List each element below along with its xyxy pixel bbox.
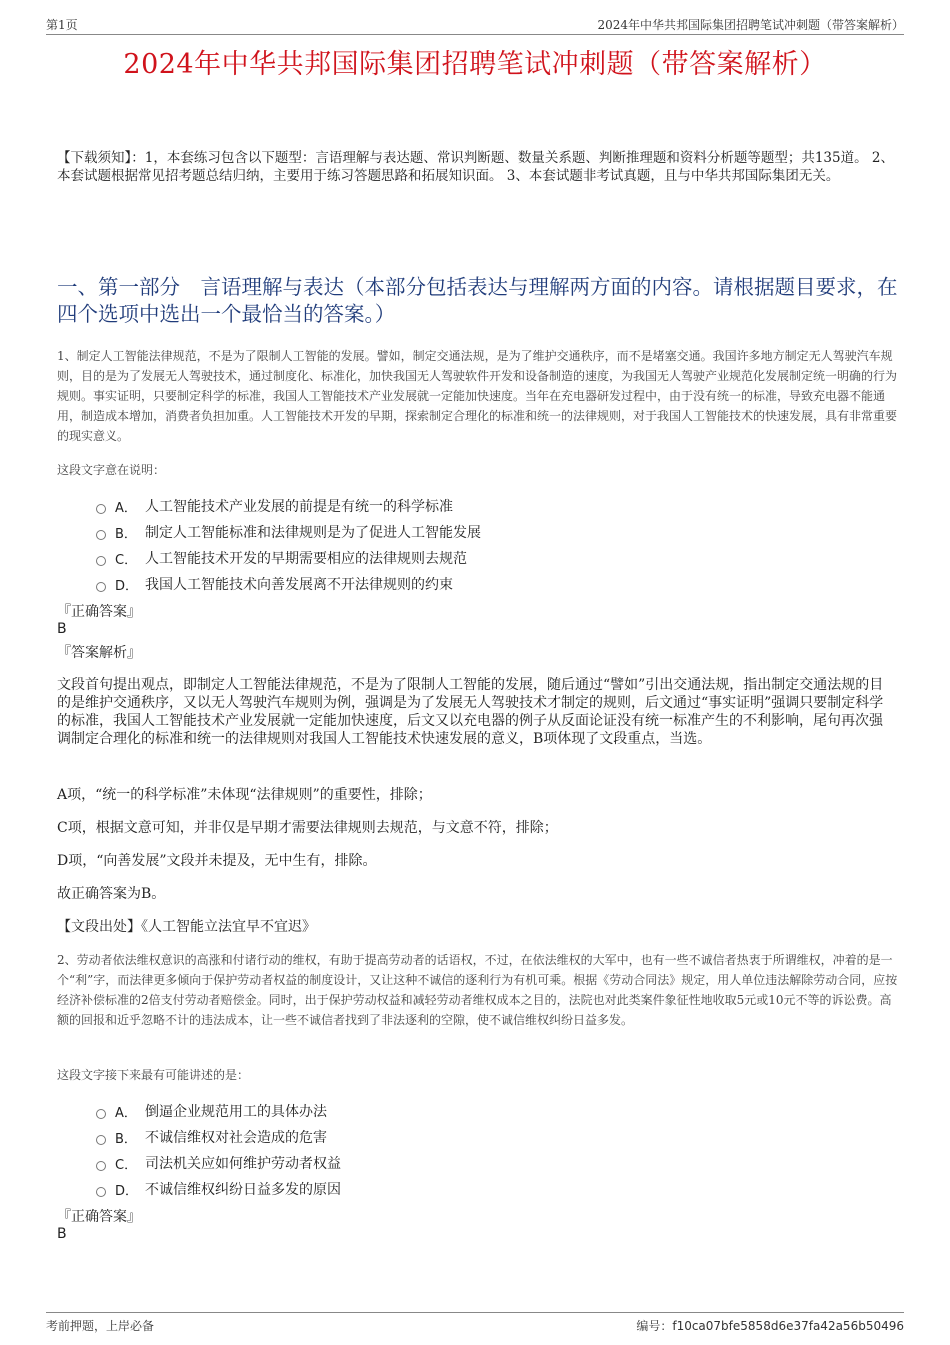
option-text: 我国人工智能技术向善发展离不开法律规则的约束 [145, 577, 453, 593]
option-text: 司法机关应如何维护劳动者权益 [145, 1156, 341, 1172]
radio-icon[interactable] [96, 530, 106, 540]
answer-label: 『正确答案』 [57, 604, 141, 620]
option-d[interactable]: D． 不诚信维权纠纷日益多发的原因 [96, 1176, 876, 1202]
question-1-text: 1、制定人工智能法律规范，不是为了限制人工智能的发展。譬如，制定交通法规，是为了维护交通秩序，而不是堵塞交通。我国许多地方制定无人驾驶汽车规则，目的是为了发展无人驾驶技术，通过制度化、标准化，加快我国无人驾驶软件开发和设备制造的速度，为我国无人驾驶产业规范化发展制定统一明确的行为规则。事实证明，只要制定科学的标准，我国人工智能技术产业发展就一定能加快速度。当年在充电器研发过程中，由于没有统一的标准，导致充电器不能通用，制造成本增加，消费者负担加重。人工智能技术开发的早期，探索制定合理化的标准和统一的法律规则，对于我国人工智能技术的快速发展，具有非常重要的现实意义。 [57, 349, 898, 443]
option-c[interactable]: C． 人工智能技术开发的早期需要相应的法律规则去规范 [96, 545, 876, 571]
option-a[interactable]: A． 人工智能技术产业发展的前提是有统一的科学标准 [96, 493, 876, 519]
header-doc-title: 2024年中华共邦国际集团招聘笔试冲刺题（带答案解析） [597, 18, 904, 32]
answer-label: 『正确答案』 [57, 1209, 141, 1225]
option-text: 人工智能技术产业发展的前提是有统一的科学标准 [145, 499, 453, 515]
question-1-prompt: 这段文字意在说明： [57, 463, 166, 477]
page-number: 第1页 [46, 18, 78, 32]
answer-value: B [57, 1226, 67, 1242]
radio-icon[interactable] [96, 1135, 106, 1145]
analysis-option-a: A项，“统一的科学标准”未体现“法律规则”的重要性，排除； [57, 787, 432, 803]
option-text: 不诚信维权纠纷日益多发的原因 [145, 1182, 341, 1198]
option-text: 人工智能技术开发的早期需要相应的法律规则去规范 [145, 551, 467, 567]
option-a[interactable]: A． 倒逼企业规范用工的具体办法 [96, 1098, 876, 1124]
passage-source: 【文段出处】《人工智能立法宜早不宜迟》 [57, 919, 316, 935]
question-1-options [96, 493, 876, 597]
option-d[interactable]: D． 我国人工智能技术向善发展离不开法律规则的约束 [96, 571, 876, 597]
radio-icon[interactable] [96, 1109, 106, 1119]
radio-icon[interactable] [96, 504, 106, 514]
radio-icon[interactable] [96, 582, 106, 592]
page-footer [46, 1312, 904, 1337]
option-text: 制定人工智能标准和法律规则是为了促进人工智能发展 [145, 525, 481, 541]
analysis-option-d: D项，“向善发展”文段并未提及，无中生有，排除。 [57, 853, 377, 869]
document-title: 2024年中华共邦国际集团招聘笔试冲刺题（带答案解析） [123, 49, 827, 80]
analysis-conclusion: 故正确答案为B。 [57, 886, 166, 902]
footer-code [636, 1317, 904, 1334]
analysis-option-c: C项，根据文意可知，并非仅是早期才需要法律规则去规范，与文意不符，排除； [57, 820, 558, 836]
analysis-label: 『答案解析』 [57, 645, 141, 661]
section-heading: 一、第一部分 言语理解与表达（本部分包括表达与理解两方面的内容。请根据题目要求，在四个选项中选出一个最恰当的答案。） [57, 275, 898, 326]
radio-icon[interactable] [96, 556, 106, 566]
answer-value: B [57, 621, 67, 637]
option-text: 不诚信维权对社会造成的危害 [145, 1130, 327, 1146]
option-text: 倒逼企业规范用工的具体办法 [145, 1104, 327, 1120]
radio-icon[interactable] [96, 1161, 106, 1171]
analysis-text: 文段首句提出观点，即制定人工智能法律规范，不是为了限制人工智能的发展，随后通过“譬如”引出交通法规，指出制定交通法规的目的是维护交通秩序，又以无人驾驶汽车规则为例，强调是为了发展无人驾驶技术才制定的规则，后文通过“事实证明”强调只要制定科学的标准，我国人工智能技术产业发展就一定能加快速度，后文又以充电器的例子从反面论证没有统一标准产生的不利影响，尾句再次强调制定合理化的标准和统一的法律规则对我国人工智能技术快速发展的意义，B项体现了文段重点，当选。 [57, 677, 884, 747]
question-2-text: 2、劳动者依法维权意识的高涨和付诸行动的维权，有助于提高劳动者的话语权，不过，在依法维权的大军中，也有一些不诚信者热衷于所谓维权，冲着的是一个“利”字，而法律更多倾向于保护劳动者权益的制度设计，又让这种不诚信的逐利行为有机可乘。根据《劳动合同法》规定，用人单位违法解除劳动合同，应按经济补偿标准的2倍支付劳动者赔偿金。同时，出于保护劳动权益和减轻劳动者维权成本之目的，法院也对此类案件象征性地收取5元或10元不等的诉讼费。高额的回报和近乎忽略不计的违法成本，让一些不诚信者找到了非法逐利的空隙，使不诚信维权纠纷日益多发。 [57, 953, 898, 1027]
footer-slogan: 考前押题，上岸必备 [46, 1319, 155, 1333]
option-b[interactable]: B． 不诚信维权对社会造成的危害 [96, 1124, 876, 1150]
option-b[interactable]: B． 制定人工智能标准和法律规则是为了促进人工智能发展 [96, 519, 876, 545]
footer-code-value: f10ca07bfe5858d6e37fa42a56b50496 [672, 1319, 904, 1333]
page-header [46, 14, 904, 35]
option-c[interactable]: C． 司法机关应如何维护劳动者权益 [96, 1150, 876, 1176]
question-2-options [96, 1098, 876, 1202]
question-2-prompt: 这段文字接下来最有可能讲述的是： [57, 1068, 250, 1082]
footer-code-label: 编号： [636, 1319, 673, 1333]
radio-icon[interactable] [96, 1187, 106, 1197]
download-notice: 【下载须知】：1，本套练习包含以下题型：言语理解与表达题、常识判断题、数量关系题、判断推理题和资料分析题等题型；共135道。 2、本套试题根据常见招考题总结归纳，主要用于练习答题思路和拓展知识面。 3、本套试题非考试真题，且与中华共邦国际集团无关。 [57, 150, 894, 184]
